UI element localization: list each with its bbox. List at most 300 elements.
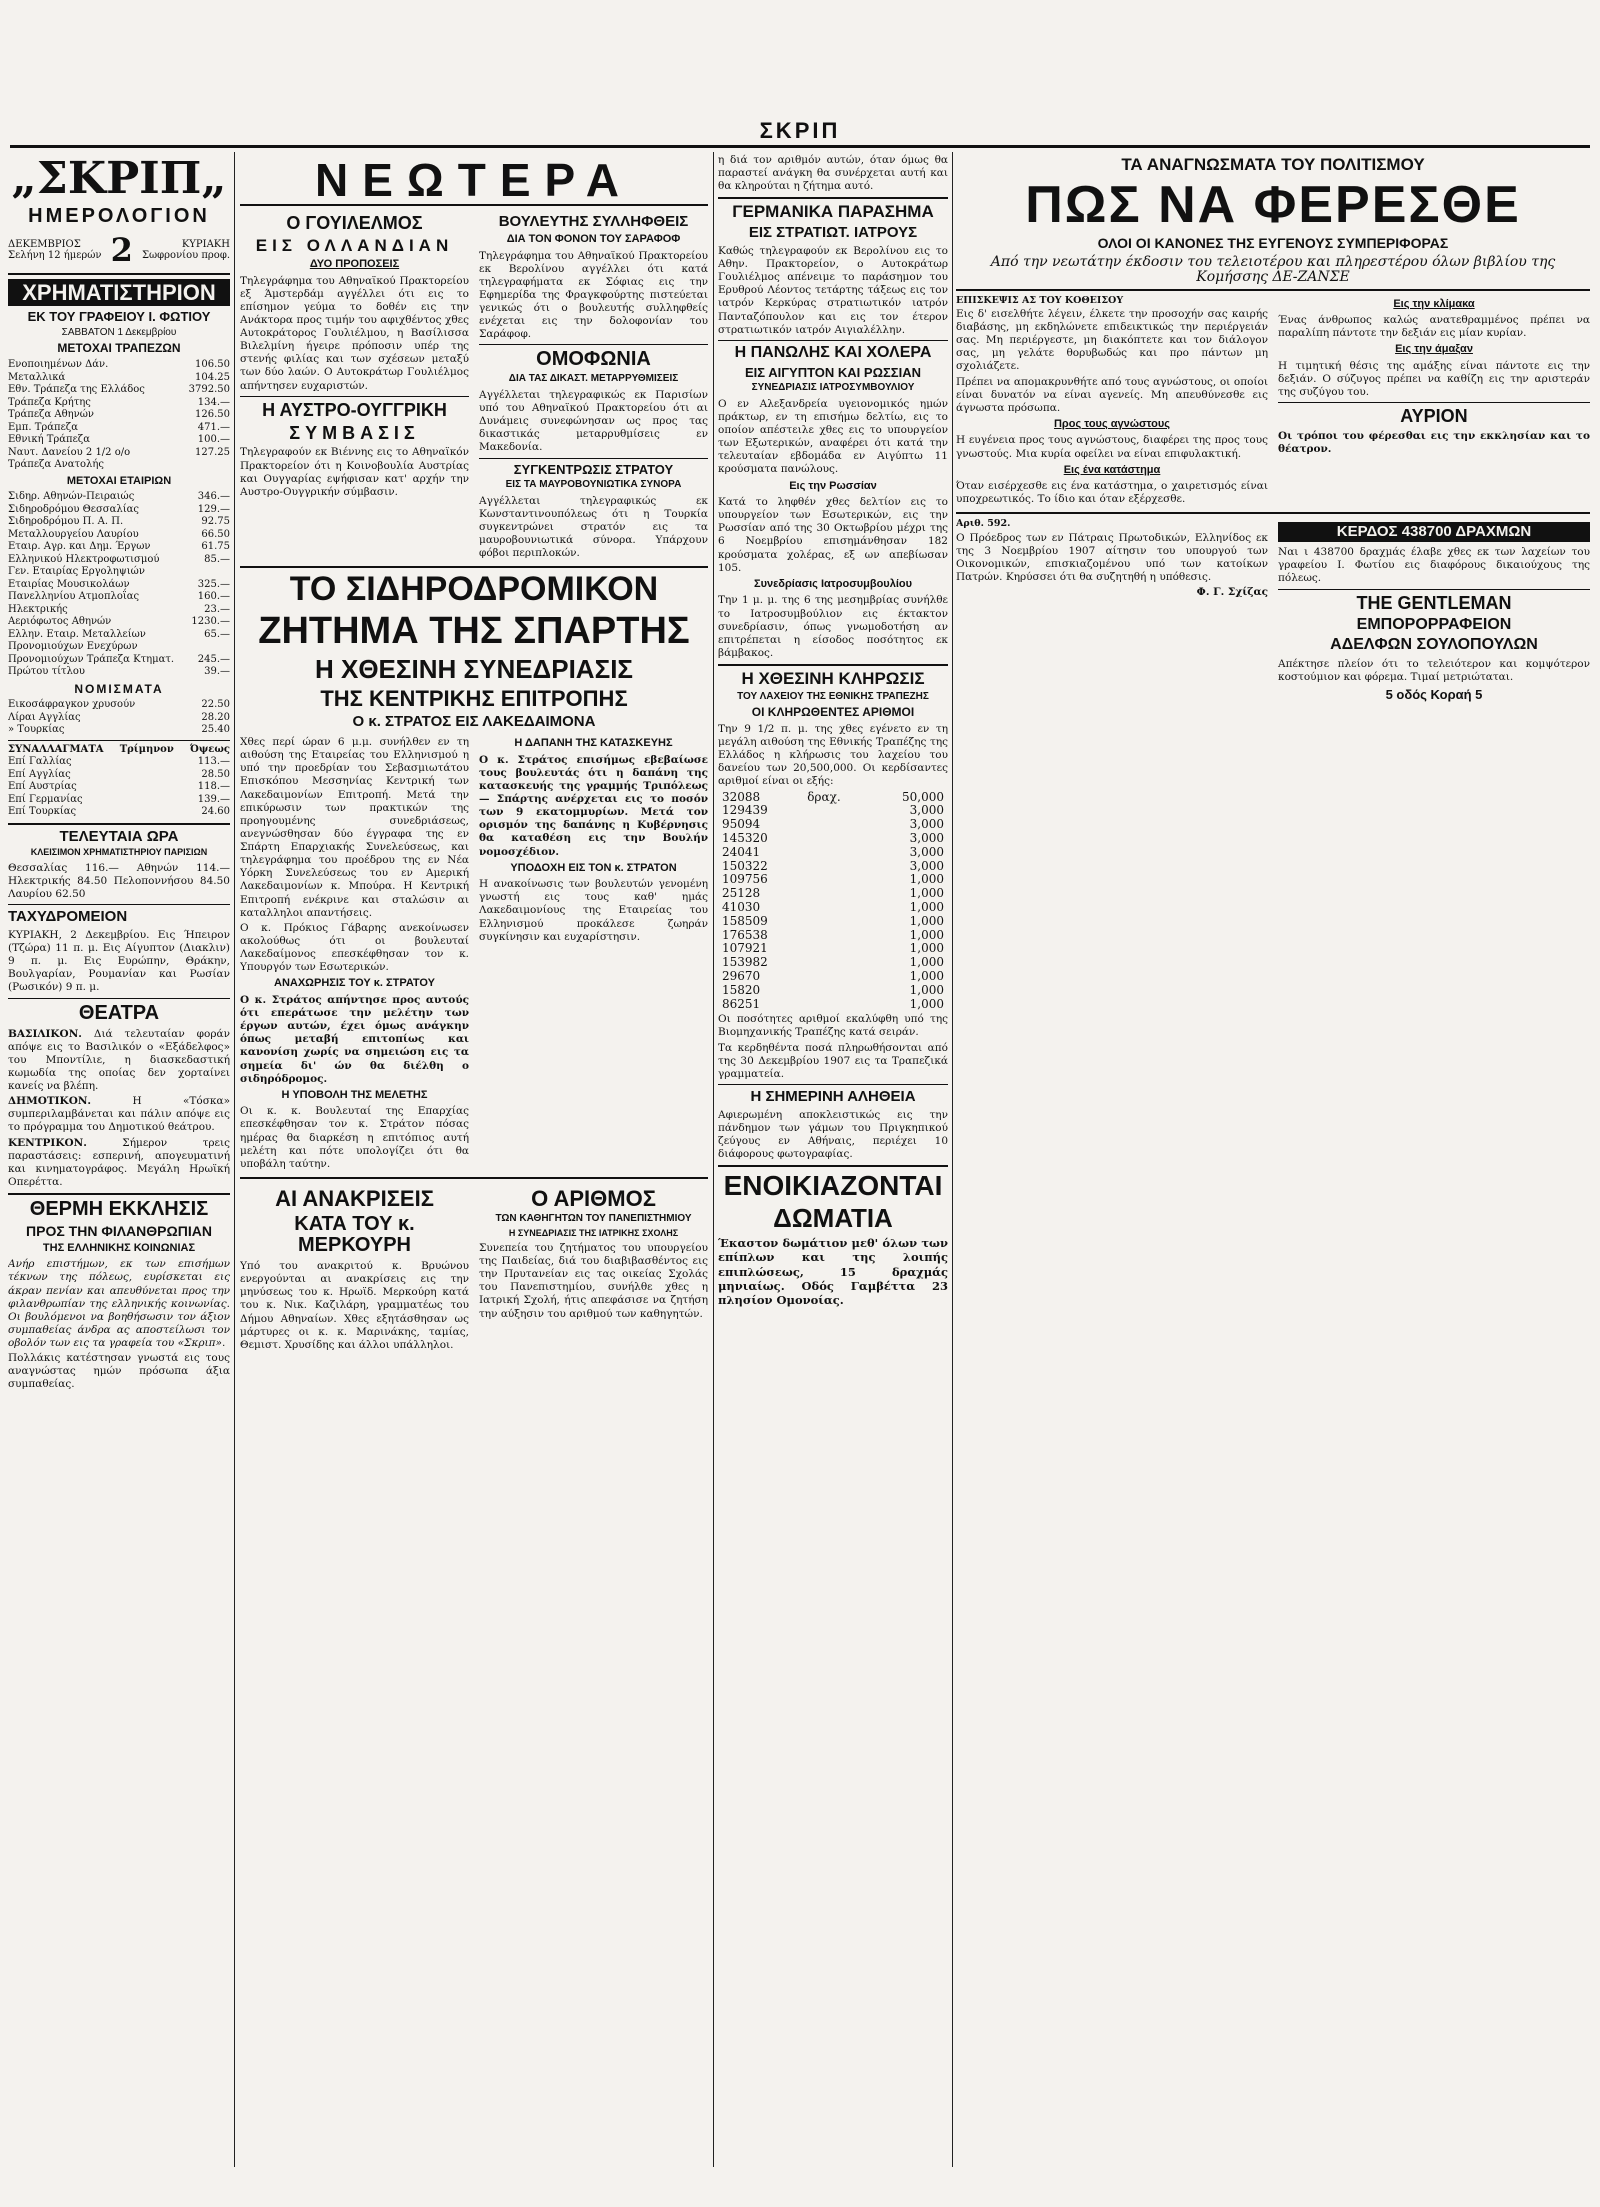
divider: [8, 273, 230, 275]
bank-label: Μεταλλικά: [8, 371, 66, 383]
divider: [8, 904, 230, 905]
coin-row: [8, 699, 230, 712]
bank-row: [8, 409, 230, 422]
neotera-banner: ΝΕΩΤΕΡΑ: [240, 156, 708, 206]
calendar-title: ΗΜΕΡΟΛΟΓΙΟΝ: [28, 205, 210, 228]
lottery-table: [718, 791, 948, 1012]
bank-value: 127.25: [195, 446, 230, 458]
date-day: 2: [110, 231, 133, 270]
inq-title2: ΚΑΤΑ ΤΟΥ κ. ΜΕΡΚΟΥΡΗ: [294, 1213, 415, 1257]
paper-name: „ΣΚΡΙΠ„: [11, 153, 227, 204]
lottery-sub2: ΟΙ ΚΛΗΡΩΘΕΝΤΕΣ ΑΡΙΘΜΟΙ: [751, 705, 915, 720]
atrion-text: Οι τρόποι του φέρεσθαι εις την εκκλησίαν και το θέατρον.: [1278, 430, 1590, 456]
bank-value: 106.50: [195, 359, 230, 371]
bank-value: 3792.50: [188, 384, 230, 396]
etiq-right: [1278, 295, 1590, 509]
coins-title: ΝΟΜΙΣΜΑΤΑ: [74, 681, 164, 696]
lottery-row: [718, 873, 948, 887]
rail-title4: ΤΗΣ ΚΕΝΤΡΙΚΗΣ ΕΠΙΤΡΟΠΗΣ: [320, 686, 628, 712]
etiq-text5: Ένας άνθρωπος καλώς ανατεθραμμένος πρέπει να παραλίπη πάντοτε την δεξιάν εις μίαν κυρίαν.: [1278, 314, 1590, 340]
lottery-foot: Οι ποσότητες αριθμοί εκαλύφθη υπό της Βιομηχανικής Τραπέζης κατά σειράν.: [718, 1013, 948, 1039]
banks-title: ΜΕΤΟΧΑΙ ΤΡΑΠΕΖΩΝ: [57, 341, 181, 356]
lottery-amount: 1,000: [909, 968, 944, 983]
charity-title: ΘΕΡΜΗ ΕΚΚΛΗΣΙΣ: [29, 1198, 209, 1221]
company-label: Προνομιούχων Τράπεζα Κτηματ.: [8, 653, 175, 665]
lottery-number: 158509: [722, 913, 768, 928]
omofonia-sub: ΔΙΑ ΤΑΣ ΔΙΚΑΣΤ. ΜΕΤΑΡΡΥΘΜΙΣΕΙΣ: [508, 373, 679, 385]
strat-text: Ο κ. Στράτος απήντησε προς αυτούς ότι επεράτωσε την μελέτην των έργων αυτών, έχει όμως ανάγκην όπως μεταβή επιτοπίως και κανονίση χωρίς να σημειώση εις τα σημεία δι' ών θα διέλθη ο σιδηρόδρομος.: [240, 993, 469, 1085]
company-value: 61.75: [201, 541, 230, 553]
company-value: 1230.—: [191, 616, 230, 628]
company-row: [8, 566, 230, 579]
exchange-label: Επί Τουρκίας: [8, 806, 77, 818]
lottery-row: [718, 791, 948, 805]
coin-label: Εικοσάφραγκον χρυσούν: [8, 699, 136, 711]
rail-title5: Ο κ. ΣΤΡΑΤΟΣ ΕΙΣ ΛΑΚΕΔΑΙΜΟΝΑ: [352, 713, 596, 731]
company-label: Ελληνικού Ηλεκτροφωτισμού: [8, 553, 160, 565]
bulgar-title: ΒΟΥΛΕΥΤΗΣ ΣΥΛΛΗΦΘΕΙΣ: [498, 213, 689, 231]
company-label: Ελλην. Εταιρ. Μεταλλείων: [8, 628, 146, 640]
theatre-kentrikon-name: ΚΕΝΤΡΙΚΟΝ.: [8, 1136, 87, 1149]
post-title: ΤΑΧΥΔΡΟΜΕΙΟΝ: [8, 908, 128, 926]
company-row: [8, 579, 230, 592]
lottery-amount: 1,000: [909, 996, 944, 1011]
company-value: 245.—: [197, 653, 230, 665]
company-label: Σιδηροδρόμου Θεσσαλίας: [8, 503, 139, 515]
exchange-value: 118.—: [197, 781, 230, 793]
lottery-row: [718, 901, 948, 915]
lottery-number: 95094: [722, 817, 761, 832]
aletheia-text: Αφιερωμένη αποκλειστικώς εις την πάνδημον των γάμων του Πριγκηπικού ζεύγους εν Αθήναις, περιέχει 10 διάφορους φωτογραφίας.: [718, 1108, 948, 1161]
etiq-sec3: Εις την κλίμακα: [1393, 297, 1475, 310]
company-value: 23.—: [204, 603, 230, 615]
russia-title: Εις την Ρωσσίαν: [789, 479, 877, 492]
lottery-row: [718, 846, 948, 860]
column-1: [8, 152, 230, 2187]
company-label: Πρώτου τίτλου: [8, 666, 85, 678]
austria-title: Η ΑΥΣΤΡΟ-ΟΥΓΓΡΙΚΗ: [262, 399, 447, 420]
company-row: [8, 654, 230, 667]
bank-label: Εθν. Τράπεζα της Ελλάδος: [8, 384, 145, 396]
kaiser-sub: ΕΙΣ ΟΛΛΑΝΔΙΑΝ: [255, 236, 454, 256]
bank-label: Τράπεζα Κρήτης: [8, 396, 91, 408]
exchange-label: Επί Αγγλίας: [8, 768, 71, 780]
lottery-foot2: Τα κερδηθέντα ποσά πληρωθήσονται από της 30 Δεκεμβρίου 1907 εις τα Τραπεζικά γραμματεία.: [718, 1041, 948, 1080]
exchange-value: 28.50: [201, 768, 230, 780]
exchange-label: Επί Γαλλίας: [8, 756, 72, 768]
company-row: [8, 641, 230, 654]
council-title: Συνεδρίασις Ιατροσυμβουλίου: [753, 577, 913, 590]
company-label: Μεταλλουργείου Λαυρίου: [8, 528, 139, 540]
hyp-title: ΥΠΟΔΟΧΗ ΕΙΣ ΤΟΝ κ. ΣΤΡΑΤΟΝ: [510, 861, 677, 874]
rail-text1: Χθες περί ώραν 6 μ.μ. συνήλθεν εν τη αιθούση της Εταιρείας του Ελληνισμού η υπό την προεδρίαν του Σεβασμιωτάτου Επισκόπου Μεσσηνίας Κεντρική των Λακεδαιμονίων Επιτροπή. Μετά την επικύρωσιν των πρακτικών της προηγουμένης συνεδριάσεως, ανεγνώσθησαν δύο έγγραφα της εν Σπάρτη Επαρχιακής Συνελεύσεως, και τηλεγράφημα του προέδρου της εν Νέα Υόρκη Συνελεύσεως του εν Αμερική Λακεδαιμονίων κ. Μπούρα. Η Κεντρική Επιτροπή ενέκρινε και σταλώσιν αι καταλληλοι απαντήσεις.: [240, 736, 469, 919]
etiq-columns: [956, 295, 1590, 509]
bank-label: Εμπ. Τράπεζα: [8, 421, 78, 433]
rail-left: [240, 734, 469, 1173]
company-label: Ηλεκτρικής: [8, 603, 68, 615]
plague-title: Η ΠΑΝΩΛΗΣ ΚΑΙ ΧΟΛΕΡΑ: [734, 343, 932, 361]
lottery-row: [718, 970, 948, 984]
company-value: 39.—: [204, 666, 230, 678]
lottery-currency: [803, 818, 869, 832]
bank-label: Ενοποιημένων Δάν.: [8, 359, 109, 371]
lottery-amount: 1,000: [909, 941, 944, 956]
gentleman-text: Απέκτησε πλείον ότι το τελειότερον και κομψότερον κοστούμιον και φόρεμα. Τιμαί μετριώταται.: [1278, 658, 1590, 684]
germ-sub: ΕΙΣ ΣΤΡΑΤΙΩΤ. ΙΑΤΡΟΥΣ: [748, 224, 918, 242]
company-label: Σιδηροδρόμου Π. Α. Π.: [8, 516, 124, 528]
company-row: [8, 616, 230, 629]
lottery-amount: 3,000: [909, 817, 944, 832]
theatre-basilikon-name: ΒΑΣΙΛΙΚΟΝ.: [8, 1027, 82, 1040]
rail-right: [479, 734, 708, 1173]
legal-block: [956, 518, 1268, 706]
divider: [718, 1165, 948, 1167]
lottery-row: [718, 942, 948, 956]
date-month: ΔΕΚΕΜΒΡΙΟΣ: [8, 239, 81, 251]
company-value: 92.75: [201, 516, 230, 528]
lottery-number: 129439: [722, 803, 768, 818]
lottery-amount: 3,000: [909, 803, 944, 818]
austria-sub: ΣΥΜΒΑΣΙΣ: [289, 422, 420, 443]
cost-text: Ο κ. Στράτος επισήμως εβεβαίωσε τους βουλευτάς ότι η δαπάνη της κατασκευής της γραμμής Τριπόλεως — Σπάρτης ανέρχεται εις το ποσόν των 9 εκατομμυρίων. Μετά τον ορισμόν της δαπάνης η Κυβέρνησις θα καταθέση εις την Βουλήν νομοσχέδιον.: [479, 753, 708, 858]
theatre-kentrikon: [8, 1137, 230, 1190]
prize-title: ΚΕΡΔΟΣ 438700 ΔΡΑΧΜΩΝ: [1278, 522, 1590, 542]
exchange-row: [8, 769, 230, 782]
rail-text2: Ο κ. Πρόκιος Γάβαρης ανεκοίνωσεν ακολούθως ότι οι βουλευταί Λακεδαίμονος επεσκέφθησαν τον κ. Υπουργόν των Εσωτερικών.: [240, 921, 469, 974]
coin-row: [8, 724, 230, 737]
ads-block: [1278, 518, 1590, 706]
date-saint: Σωφρονίου προφ.: [141, 250, 230, 262]
gentleman-title: THE GENTLEMAN: [1356, 592, 1512, 613]
lottery-currency: [803, 942, 869, 956]
army-text: Αγγέλλεται τηλεγραφικώς εκ Κωνσταντινουπόλεως ότι η Τουρκία συγκεντρώνει στρατόν εις τα μαυροβουνιωτικά σύνορα. Υπάρχουν φόβοι περιπλοκών.: [479, 494, 708, 560]
bank-row: [8, 459, 230, 472]
lottery-number: 153982: [722, 955, 768, 970]
charity-sub: ΠΡΟΣ ΤΗΝ ΦΙΛΑΝΘΡΩΠΙΑΝ: [26, 1223, 212, 1240]
kaiser-sub2: ΔΥΟ ΠΡΟΠΟΣΕΙΣ: [309, 258, 400, 271]
lottery-currency: [803, 970, 869, 984]
divider: [240, 396, 469, 397]
news-right: [479, 210, 708, 562]
atrion-title: ΑΥΡΙΟΝ: [1400, 406, 1468, 427]
bourse-sub: ΕΚ ΤΟΥ ΓΡΑΦΕΙΟΥ Ι. ΦΩΤΙΟΥ: [27, 309, 211, 325]
inq-title1: ΑΙ ΑΝΑΚΡΙΣΕΙΣ: [275, 1185, 434, 1211]
news-top-row: [240, 210, 708, 562]
theatre-dimotikon-name: ΔΗΜΟΤΙΚΟΝ.: [8, 1095, 92, 1108]
plague-text: Ο εν Αλεξανδρεία υγειονομικός ημών πράκτωρ, εν τη επισήμω δελτίω, εις το οποίον απέστειλε χθες εις το υπουργείον των Εξωτερικών, αναφέρει ότι κατά την τελευταίαν εβδομάδα εν Αιγύπτω 11 κρούσματα πανώλους.: [718, 397, 948, 476]
calendar-date: [8, 231, 230, 269]
legal-text: Ο Πρόεδρος των εν Πάτραις Πρωτοδικών, Ελληνίδος εκ της 3 Νοεμβρίου 1907 αίτησιν του υπουργού των Οικονομικών, επισκιαζομένου υπό των κατοίκων Πατρών. Κηρύσσει ότι θα συζητηθή η υπόθεσις.: [956, 531, 1268, 584]
lottery-sub: ΤΟΥ ΛΑΧΕΙΟΥ ΤΗΣ ΕΘΝΙΚΗΣ ΤΡΑΠΕΖΗΣ: [737, 690, 929, 702]
divider: [1278, 402, 1590, 403]
lottery-amount: 1,000: [909, 913, 944, 928]
last-hour-title: ΤΕΛΕΥΤΑΙΑ ΩΡΑ: [59, 827, 179, 845]
company-value: 325.—: [197, 578, 230, 590]
company-value: 66.50: [201, 528, 230, 540]
lottery-row: [718, 804, 948, 818]
bank-label: Ναυτ. Δανείου 2 1/2 ο/ο: [8, 446, 131, 458]
column-rule: [713, 152, 714, 2167]
lottery-number: 25128: [722, 886, 761, 901]
theatre-basilikon-text: Διά τελευταίαν φοράν απόψε εις το Βασιλικόν ο «Εξάδελφος» του Μποντίλιε, η διασκεδαστική κωμωδία της οποίας δεν χορταίνει κανείς να βλέπη.: [8, 1027, 230, 1093]
lottery-amount: 3,000: [909, 830, 944, 845]
bank-label: Τράπεζα Ανατολής: [8, 459, 104, 471]
legal-sign: Φ. Γ. Σχίζας: [1196, 586, 1268, 599]
rail-body: [240, 734, 708, 1173]
lottery-currency: [803, 887, 869, 901]
study-title: Η ΥΠΟΒΟΛΗ ΤΗΣ ΜΕΛΕΤΗΣ: [281, 1088, 428, 1101]
austria-text: Τηλεγραφούν εκ Βιέννης εις το Αθηναϊκόν Πρακτορείον ότι η Κοινοβουλία Αυστρίας και Ουγγαρίας εψήφισαν κατ' αρχήν την Αυστρο-Ουγγρικήν σύμβασιν.: [240, 446, 469, 498]
etiq-text2: Πρέπει να απομακρυνθήτε από τους αγνώστους, οι οποίοι είναι δυνατόν να είναι αγενείς. Μη απευθύνεσθε εις άγνωστα πρόσωπα.: [956, 375, 1268, 414]
lottery-amount: 1,000: [909, 886, 944, 901]
news-left: [240, 210, 469, 562]
company-row: [8, 591, 230, 604]
lottery-currency: [803, 832, 869, 846]
lottery-text: Την 9 1/2 π. μ. της χθες εγένετο εν τη μεγάλη αιθούση της Εθνικής Τραπέζης της Ελλάδος η κλήρωσις του λαχείου του δανείου των 20,500,000. Οι κερδίσαντες αριθμοί είναι οι εξής:: [718, 722, 948, 788]
etiq-sec1: Προς τους αγνώστους: [1053, 417, 1170, 430]
etiq-text6: Η τιμητική θέσις της αμάξης είναι πάντοτε εις την δεξιάν. Ο σύζυγος πρέπει να καθίζη εις την αριστεράν της συζύγου του.: [1278, 359, 1590, 399]
council-text: Την 1 μ. μ. της 6 της μεσημβρίας συνήλθε το Ιατροσυμβούλιον εις έκτακτον συνεδρίασιν, όπως γνωμοδοτήση αν επιτρέπεται η είσοδος ποσότητος εκ βάμβακος.: [718, 594, 948, 659]
lottery-currency: [803, 860, 869, 874]
germ-title: ΓΕΡΜΑΝΙΚΑ ΠΑΡΑΣΗΜΑ: [732, 202, 934, 222]
company-row: [8, 516, 230, 529]
company-row: [8, 604, 230, 617]
company-value: 160.—: [197, 591, 230, 603]
theatre-kentrikon-text: Σήμερον τρεις παραστάσεις: εσπερινή, απογευματινή και κινηματογράφος. Μεγάλη Ηρωϊκή Οπερέττα.: [8, 1136, 230, 1188]
bank-row: [8, 397, 230, 410]
divider: [240, 1177, 708, 1179]
etiq-sec4: Εις την άμαξαν: [1395, 343, 1473, 356]
column-3: [718, 152, 948, 2187]
plague-sub2: ΣΥΝΕΔΡΙΑΣΙΣ ΙΑΤΡΟΣΥΜΒΟΥΛΙΟΥ: [751, 382, 915, 394]
exchange-list: [8, 756, 230, 819]
column-rule: [952, 152, 953, 2167]
inq-block: [240, 1183, 469, 1354]
bank-row: [8, 384, 230, 397]
lottery-row: [718, 818, 948, 832]
cost-title: Η ΔΑΠΑΝΗ ΤΗΣ ΚΑΤΑΣΚΕΥΗΣ: [514, 737, 673, 750]
company-row: [8, 491, 230, 504]
big-sub: ΟΛΟΙ ΟΙ ΚΑΝΟΝΕΣ ΤΗΣ ΕΥΓΕΝΟΥΣ ΣΥΜΠΕΡΙΦΟΡΑΣ: [1097, 235, 1449, 252]
last-hour-text: Θεσσαλίας 116.— Αθηνών 114.— Ηλεκτρικής 84.50 Πελοποννήσου 84.50 Λαυρίου 62.50: [8, 861, 230, 901]
divider: [479, 344, 708, 345]
etiq-text1: Εις δ' εισελθήτε λέγειν, έλκετε την προσοχήν σας καιρής διαβάσης, μη εκδηλώνετε επιδεικτικώς την περιέργειάν σας. Μη περιέργεστε, μη διακόπτετε και τον διάλογον σας, μη γελάτε θορυβωδώς και προ πάντων μη σχολιάζετε.: [956, 307, 1268, 373]
bulgar-sub: ΔΙΑ ΤΟΝ ΦΟΝΟΝ ΤΟΥ ΣΑΡΑΦΟΦ: [506, 233, 681, 246]
banks-list: [8, 359, 230, 472]
arith-title: Ο ΑΡΙΘΜΟΣ: [531, 1185, 656, 1211]
lottery-currency: [803, 915, 869, 929]
coin-value: 22.50: [201, 699, 230, 711]
lottery-number: 32088: [722, 789, 761, 804]
lottery-amount: 1,000: [909, 955, 944, 970]
lottery-row: [718, 929, 948, 943]
theatre-dimotikon: [8, 1095, 230, 1134]
lottery-number: 109756: [722, 872, 768, 887]
army-sub: ΕΙΣ ΤΑ ΜΑΥΡΟΒΟΥΝΙΩΤΙΚΑ ΣΥΝΟΡΑ: [505, 479, 682, 491]
company-value: 65.—: [204, 628, 230, 640]
etiq-left: [956, 295, 1268, 509]
rent-text: Έκαστον δωμάτιον μεθ' όλων των επίπλων και της λοιπής επιπλώσεως, 15 δραχμάς μηνιαίως. Οδός Γαμβέττα 23 πλησίον Ομονοίας.: [718, 1235, 948, 1308]
exchange-row: [8, 756, 230, 769]
divider: [718, 340, 948, 341]
prize-text: Ναι ι 438700 δραχμάς έλαβε χθες εκ των λαχείων του γραφείου Ι. Φωτίου εις διαφόρους δικαιούχους της πόλεως.: [1278, 546, 1590, 585]
lottery-amount: 3,000: [909, 844, 944, 859]
lottery-number: 15820: [722, 982, 761, 997]
lottery-currency: [803, 846, 869, 860]
lottery-number: 107921: [722, 941, 768, 956]
lottery-row: [718, 860, 948, 874]
masthead: ΣΚΡΙΠ: [759, 118, 841, 143]
company-row: [8, 504, 230, 517]
gentleman-address: 5 οδός Κοραή 5: [1385, 687, 1483, 703]
rail-title3: Η ΧΘΕΣΙΝΗ ΣΥΝΕΔΡΙΑΣΙΣ: [314, 653, 634, 684]
divider: [1278, 589, 1590, 590]
arith-sub: ΤΩΝ ΚΑΘΗΓΗΤΩΝ ΤΟΥ ΠΑΝΕΠΙΣΤΗΜΙΟΥ: [495, 1213, 692, 1225]
theatre-basilikon: [8, 1028, 230, 1094]
legal-title: Αριθ. 592.: [956, 518, 1011, 530]
company-row: [8, 666, 230, 679]
strat-title: ΑΝΑΧΩΡΗΣΙΣ ΤΟΥ κ. ΣΤΡΑΤΟΥ: [274, 977, 435, 990]
company-value: 85.—: [204, 553, 230, 565]
lottery-currency: [803, 901, 869, 915]
divider: [718, 664, 948, 666]
lottery-row: [718, 887, 948, 901]
etiq-header: ΕΠΙΣΚΕΨΙΣ ΑΣ ΤΟΥ ΚΟΘΕΙΣΟΥ: [956, 294, 1124, 306]
rent-title2: ΔΩΜΑΤΙΑ: [773, 1202, 893, 1233]
column-4: [956, 152, 1590, 2187]
arith-text: Συνεπεία του ζητήματος του υπουργείου της Παιδείας, διά του διαβιβασθέντος εις την Πρυτανείαν εις τας οικείας Σχολάς του Πανεπιστημίου, συνήλθε χθες η Ιατρική Σχολή, ήτις απεφάσισε να ζητήση την αύξησιν του αριθμού των καθηγητών.: [479, 1241, 708, 1320]
lottery-row: [718, 832, 948, 846]
company-label: Γεν. Εταιρίας Εργοληψιών: [8, 566, 145, 578]
etiq-text3: Η ευγένεια προς τους αγνώστους, διαφέρει της προς τους γνωστούς. Μια κυρία οφείλει να είναι επιφυλακτική.: [956, 434, 1268, 460]
bank-value: 134.—: [197, 396, 230, 408]
lottery-number: 176538: [722, 927, 768, 942]
company-label: Σιδηρ. Αθηνών-Πειραιώς: [8, 491, 135, 503]
big-sub2: Από την νεωτάτην έκδοσιν του τελειοτέρου και πληρεστέρου όλων βιβλίου της Κομήσσης ΔΕ-ΖΑΝΣΕ: [990, 254, 1556, 285]
date-moon: Σελήνη 12 ήμερών: [8, 250, 102, 262]
divider: [956, 512, 1590, 514]
gentleman-sub1: ΕΜΠΟΡΟΡΡΑΦΕΙΟΝ: [1356, 615, 1512, 633]
read-title: ΤΑ ΑΝΑΓΝΩΣΜΑΤΑ ΤΟΥ ΠΟΛΙΤΙΣΜΟΥ: [1121, 155, 1425, 174]
lottery-row: [718, 915, 948, 929]
bank-value: 471.—: [197, 421, 230, 433]
lottery-number: 150322: [722, 858, 768, 873]
exchange-label: Επί Αυστρίας: [8, 781, 77, 793]
divider: [8, 740, 230, 741]
lottery-number: 145320: [722, 830, 768, 845]
charity-foot: Πολλάκις κατέστησαν γνωστά εις τους αναγνώστας ημών πρόσωπα άξια συμπαθείας.: [8, 1352, 230, 1391]
divider: [8, 823, 230, 825]
kaiser-text: Τηλεγράφημα του Αθηναϊκού Πρακτορείου εξ Άμστερδάμ αγγέλλει ότι εις το επίσημον γεύμα το δοθέν εις την Ανάκτορα προς τιμήν του αφιχθέντος χθες Αυτοκράτορος Γουλιέλμου, η Βασίλισσα Βιλελμίνη ήγειρε πρόποσιν υπέρ της στενής φιλίας και των σχέσεων μεταξύ των δύο λαών. Ο Αυτοκράτωρ Γουλιέλμος απήντησεν ευχαριστών.: [240, 274, 469, 392]
hyp-text: Η ανακοίνωσις των βουλευτών γενομένη γνωστή εις τους καθ' ημάς Λακεδαιμονίους της Εταιρείας του Ελληνισμού προκάλεσε ζωηράν συγκίνησιν και ευχαρίστησιν.: [479, 878, 708, 943]
rail-title1: ΤΟ ΣΙΔΗΡΟΔΡΟΜΙΚΟΝ: [289, 570, 659, 609]
coin-value: 28.20: [201, 711, 230, 723]
exchange-value: 24.60: [201, 806, 230, 818]
bank-value: 126.50: [195, 409, 230, 421]
etiq-text4: Όταν εισέρχεσθε εις ένα κατάστημα, ο χαιρετισμός είναι υποχρεωτικός. Το ίδιο και όταν εξέρχεσθε.: [956, 480, 1268, 506]
theatre-title: ΘΕΑΤΡΑ: [78, 1001, 160, 1024]
exchange-row: [8, 794, 230, 807]
lottery-currency: [803, 804, 869, 818]
lottery-number: 41030: [722, 899, 761, 914]
divider: [8, 998, 230, 999]
lottery-title: Η ΧΘΕΣΙΝΗ ΚΛΗΡΩΣΙΣ: [741, 669, 925, 688]
company-label: Εταιρ. Αγρ. και Δημ. Έργων: [8, 541, 151, 553]
coin-value: 25.40: [201, 724, 230, 736]
lottery-amount: 1,000: [909, 927, 944, 942]
company-value: 346.—: [197, 491, 230, 503]
lottery-number: 24041: [722, 844, 761, 859]
omofonia-text: Αγγέλλεται τηλεγραφικώς εκ Παρισίων υπό του Αθηναϊκού Πρακτορείου ότι αι Δυνάμεις συνεφώνησαν ως προς τας δικαστικάς μεταρρυθμίσεις εν Μακεδονία.: [479, 388, 708, 454]
coin-row: [8, 712, 230, 725]
divider: [8, 1193, 230, 1195]
lottery-currency: [803, 929, 869, 943]
top-rule: [10, 145, 1590, 148]
army-title: ΣΥΓΚΕΝΤΡΩΣΙΣ ΣΤΡΑΤΟΥ: [513, 461, 674, 477]
company-label: Εταιρίας Μουσικολάων: [8, 578, 130, 590]
company-label: Αεριόφωτος Αθηνών: [8, 616, 112, 628]
bank-row: [8, 447, 230, 460]
arith-sub2: Η ΣΥΝΕΔΡΙΑΣΙΣ ΤΗΣ ΙΑΤΡΙΚΗΣ ΣΧΟΛΗΣ: [508, 1227, 679, 1238]
charity-sub2: ΤΗΣ ΕΛΛΗΝΙΚΗΣ ΚΟΙΝΩΝΙΑΣ: [42, 1241, 196, 1254]
exchange-header: [8, 744, 230, 757]
lower-columns: [956, 518, 1590, 706]
company-value: 129.—: [197, 503, 230, 515]
coins-list: [8, 699, 230, 737]
lottery-amount: 50,000: [902, 789, 944, 804]
rent-title1: ΕΝΟΙΚΙΑΖΟΝΤΑΙ: [723, 1170, 943, 1202]
exchange-row: [8, 806, 230, 819]
aletheia-title: Η ΣΗΜΕΡΙΝΗ ΑΛΗΘΕΙΑ: [750, 1087, 916, 1105]
study-text: Οι κ. κ. Βουλευταί της Επαρχίας επεσκέφθησαν τον κ. Στράτον πόσας ημέρας θα διαρκέση η επιτόπιος αυτή μελέτη και πότε υπολογίζει ότι θα υποβάλη ταύτην.: [240, 1105, 469, 1170]
company-row: [8, 529, 230, 542]
coin-label: » Τουρκίας: [8, 724, 65, 736]
big-title: ΠΩΣ ΝΑ ΦΕΡΕΣΘΕ: [1025, 175, 1521, 234]
company-row: [8, 554, 230, 567]
bank-label: Εθνική Τράπεζα: [8, 434, 90, 446]
column-rule: [234, 152, 235, 2167]
lottery-currency: [803, 873, 869, 887]
lottery-amount: 3,000: [909, 858, 944, 873]
exchange-row: [8, 781, 230, 794]
post-text: ΚΥΡΙΑΚΗ, 2 Δεκεμβρίου. Εις Ήπειρον (Τζώρα) 11 π. μ. Εις Αίγυπτον (Διακλιν) 9 π. μ. Εις Ευρώπην, Θράκην, Βουλγαρίαν, Ρουμανίαν και Ρωσίαν (Ρωσικόν) 9 π. μ.: [8, 928, 230, 994]
bank-row: [8, 359, 230, 372]
companies-title: ΜΕΤΟΧΑΙ ΕΤΑΙΡΙΩΝ: [66, 474, 172, 487]
col3-top-text: η διά τον αριθμόν αυτών, όταν όμως θα παραστεί ανάγκη θα συνέρχεται αυτή και θα κληρούται η ζήτημα αυτό.: [718, 154, 948, 193]
bank-row: [8, 434, 230, 447]
company-row: [8, 541, 230, 554]
inq-text: Υπό του ανακριτού κ. Βρυώνου ενεργούνται αι ανακρίσεις εις την μηνύσεως του κ. Ηρωϊδ. Μερκούρη κατά του κ. Νικ. Καζιλάρη, γραμματέως του Δήμου Αθηναίων. Χθες εξητάσθησαν ως μάρτυρες οι κ. κ. Μαρινάκης, ταμίας, Θεμιστ. Χρυσίδης και άλλοι υπάλληλοι.: [240, 1260, 469, 1351]
bank-row: [8, 422, 230, 435]
lottery-currency: [803, 956, 869, 970]
germ-text: Καθώς τηλεγραφούν εκ Βερολίνου εις το Αθην. Πρακτορείον, ο Αυτοκράτωρ Γουλιέλμος απένειμε το παράσημον του Ερυθρού Λέοντος τετάρτης τάξεως εις τον ιατρόν Κερκύρας στρατιωτικόν ιατρόν Πανταζόπουλον και εις τον έτερον στρατιωτικόν ιατρόν Αιγιαλέλλην.: [718, 244, 948, 336]
company-row: [8, 629, 230, 642]
exchange-sub1: Τρίμηνον: [119, 743, 174, 755]
news-bottom-row: [240, 1183, 708, 1354]
bourse-title: ΧΡΗΜΑΤΙΣΤΗΡΙΟΝ: [8, 279, 230, 306]
company-label: Πανελληνίου Ατμοπλοΐας: [8, 591, 140, 603]
rail-title2: ΖΗΤΗΜΑ ΤΗΣ ΣΠΑΡΤΗΣ: [258, 610, 690, 653]
arith-block: [479, 1183, 708, 1354]
column-2: [240, 152, 708, 2187]
gentleman-sub2: ΑΔΕΛΦΩΝ ΣΟΥΛΟΠΟΥΛΩΝ: [1330, 636, 1538, 654]
company-label: Προνομιούχων Ενεχύρων: [8, 641, 138, 653]
charity-text: Ανήρ επιστήμων, εκ των επισήμων τέκνων της πόλεως, ευρίσκεται εις άκραν πενίαν και απευθύνεται προς την φιλανθρωπίαν της ελληνικής κοινωνίας. Οι βουλόμενοι να βοηθήσωσιν τον άξιον συμπαθείας άνδρα ας αποστείλωσι τον οβολόν των εις τα γραφεία του «Σκριπ».: [8, 1258, 230, 1350]
divider: [240, 566, 708, 568]
lottery-amount: 1,000: [909, 982, 944, 997]
lottery-number: 86251: [722, 996, 761, 1011]
divider: [956, 289, 1590, 291]
